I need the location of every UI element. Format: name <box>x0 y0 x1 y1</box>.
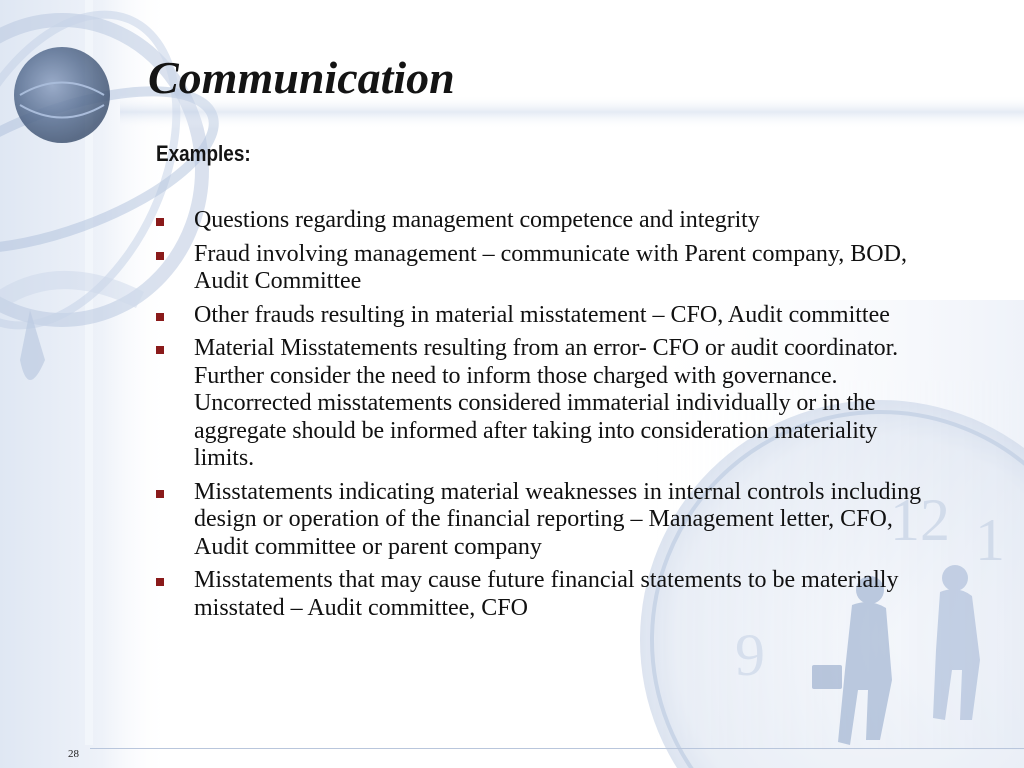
bullet-text: Material Misstatements resulting from an error- CFO or audit coordinator. Further consider the need to inform those charged with governance. Uncorrected misstatements considered immaterial individually or in the aggregate should be informed after taking into consideration materiality limits. <box>194 335 899 471</box>
bullet-text: Misstatements indicating material weaknesses in internal controls including design or operation of the financial reporting – Management letter, CFO, Audit committee or parent company <box>194 478 922 560</box>
clock-numeral-12: 12 <box>890 487 950 553</box>
clock-numeral-1: 1 <box>975 507 1005 573</box>
examples-heading: Examples: <box>156 141 251 166</box>
square-bullet-icon <box>156 578 164 586</box>
square-bullet-icon <box>156 252 164 260</box>
square-bullet-icon <box>156 218 164 226</box>
examples-list <box>156 207 936 628</box>
bullet-item <box>156 302 936 330</box>
bullet-item <box>156 241 936 296</box>
square-bullet-icon <box>156 313 164 321</box>
page-number: 28 <box>68 748 79 760</box>
bullet-text: Questions regarding management competence and integrity <box>194 207 760 233</box>
bullet-text: Fraud involving management – communicate with Parent company, BOD, Audit Committee <box>194 240 907 294</box>
square-bullet-icon <box>156 346 164 354</box>
bullet-item <box>156 567 936 622</box>
bullet-item <box>156 479 936 562</box>
square-bullet-icon <box>156 490 164 498</box>
clock-numeral-9: 9 <box>735 622 765 688</box>
bullet-text: Misstatements that may cause future financial statements to be materially misstated – Audit committee, CFO <box>194 567 899 621</box>
bullet-item <box>156 335 936 473</box>
bullet-item <box>156 207 936 235</box>
slide-title: Communication <box>148 52 455 103</box>
footer-divider <box>90 748 1024 749</box>
bullet-text: Other frauds resulting in material misstatement – CFO, Audit committee <box>194 301 890 328</box>
